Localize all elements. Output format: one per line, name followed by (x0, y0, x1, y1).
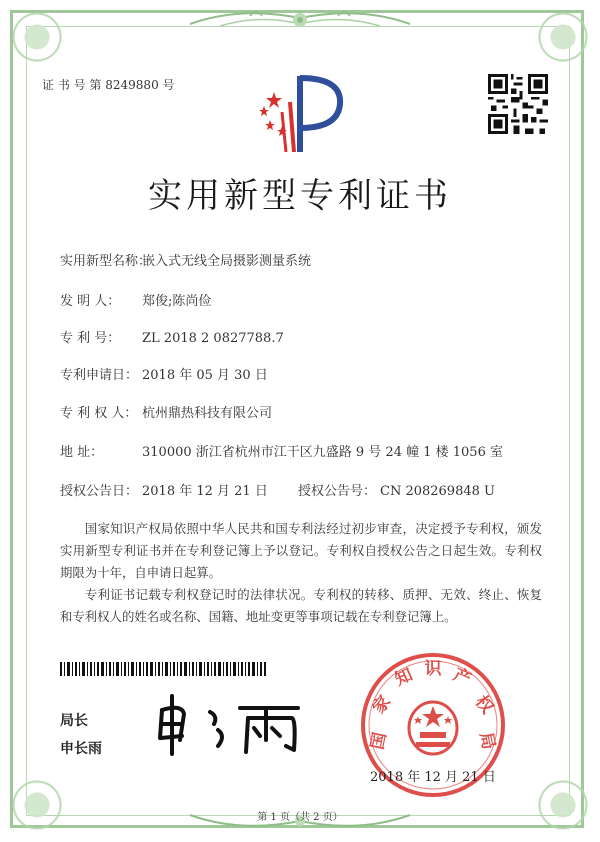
svg-text:知: 知 (392, 664, 416, 691)
svg-text:国: 国 (367, 730, 391, 752)
barcode-icon (60, 662, 268, 676)
field-value: CN 208269848 U (380, 484, 495, 499)
field-address (60, 441, 503, 460)
field-value: 310000 浙江省杭州市江干区九盛路 9 号 24 幢 1 楼 1056 室 (142, 445, 503, 460)
body-paragraph-2: 专利证书记载专利权登记时的法律状况。专利权的转移、质押、无效、终止、恢复和专利权人的姓名或名称、国籍、地址变更等事项记载在专利登记簿上。 (60, 587, 542, 624)
issue-date: 2018 年 12 月 21 日 (370, 770, 496, 785)
director-title: 局长 (60, 713, 88, 729)
svg-text:识: 识 (424, 659, 442, 679)
handwritten-signature (148, 690, 308, 760)
field-value: 2018 年 12 月 21 日 (142, 484, 268, 499)
corner-ornament-bottom-left (2, 770, 72, 840)
top-ornament (180, 4, 420, 38)
svg-text:局: 局 (475, 730, 499, 752)
corner-ornament-bottom-right (528, 770, 598, 840)
certificate-number: 证 书 号 第 8249880 号 (42, 78, 175, 92)
body-paragraph-1: 国家知识产权局依照中华人民共和国专利法经过初步审查，决定授予专利权，颁发实用新型专利证书并在专利登记簿上予以登记。专利权自授权公告之日起生效。专利权期限为十年，自申请日起算。 (60, 521, 542, 580)
svg-text:产: 产 (450, 664, 474, 691)
field-label: 地 址： (60, 445, 104, 460)
field-label: 专 利 权 人： (60, 406, 138, 421)
qr-code-icon (488, 74, 548, 134)
cnipa-logo-icon (256, 72, 346, 156)
corner-ornament-top-right (528, 2, 598, 72)
field-label: 授权公告日： (60, 484, 139, 499)
svg-text:家: 家 (368, 692, 396, 718)
field-grant-number (298, 480, 495, 499)
field-value: 杭州鼎热科技有限公司 (142, 406, 273, 421)
field-filing-date (60, 364, 268, 383)
field-inventor (60, 290, 211, 309)
field-value: ZL 2018 2 0827788.7 (142, 331, 284, 346)
corner-ornament-top-left (2, 2, 72, 72)
field-label: 发 明 人： (60, 294, 121, 309)
svg-text:权: 权 (470, 692, 498, 718)
field-utility-model-name (60, 250, 311, 269)
field-label: 实用新型名称： (60, 254, 152, 269)
field-label: 专利申请日： (60, 368, 139, 383)
field-value: 嵌入式无线全局摄影测量系统 (142, 254, 312, 269)
field-label: 授权公告号： (298, 484, 377, 499)
field-label: 专 利 号： (60, 331, 121, 346)
field-patent-number (60, 327, 284, 346)
field-value: 2018 年 05 月 30 日 (142, 368, 268, 383)
page-number: 第 1 页（共 2 页） (257, 812, 343, 823)
field-grant-date (60, 480, 268, 499)
certificate-title: 实用新型专利证书 (148, 176, 452, 216)
field-value: 郑俊;陈尚俭 (142, 294, 212, 309)
director-name: 申长雨 (60, 741, 102, 757)
field-patentee (60, 402, 272, 421)
